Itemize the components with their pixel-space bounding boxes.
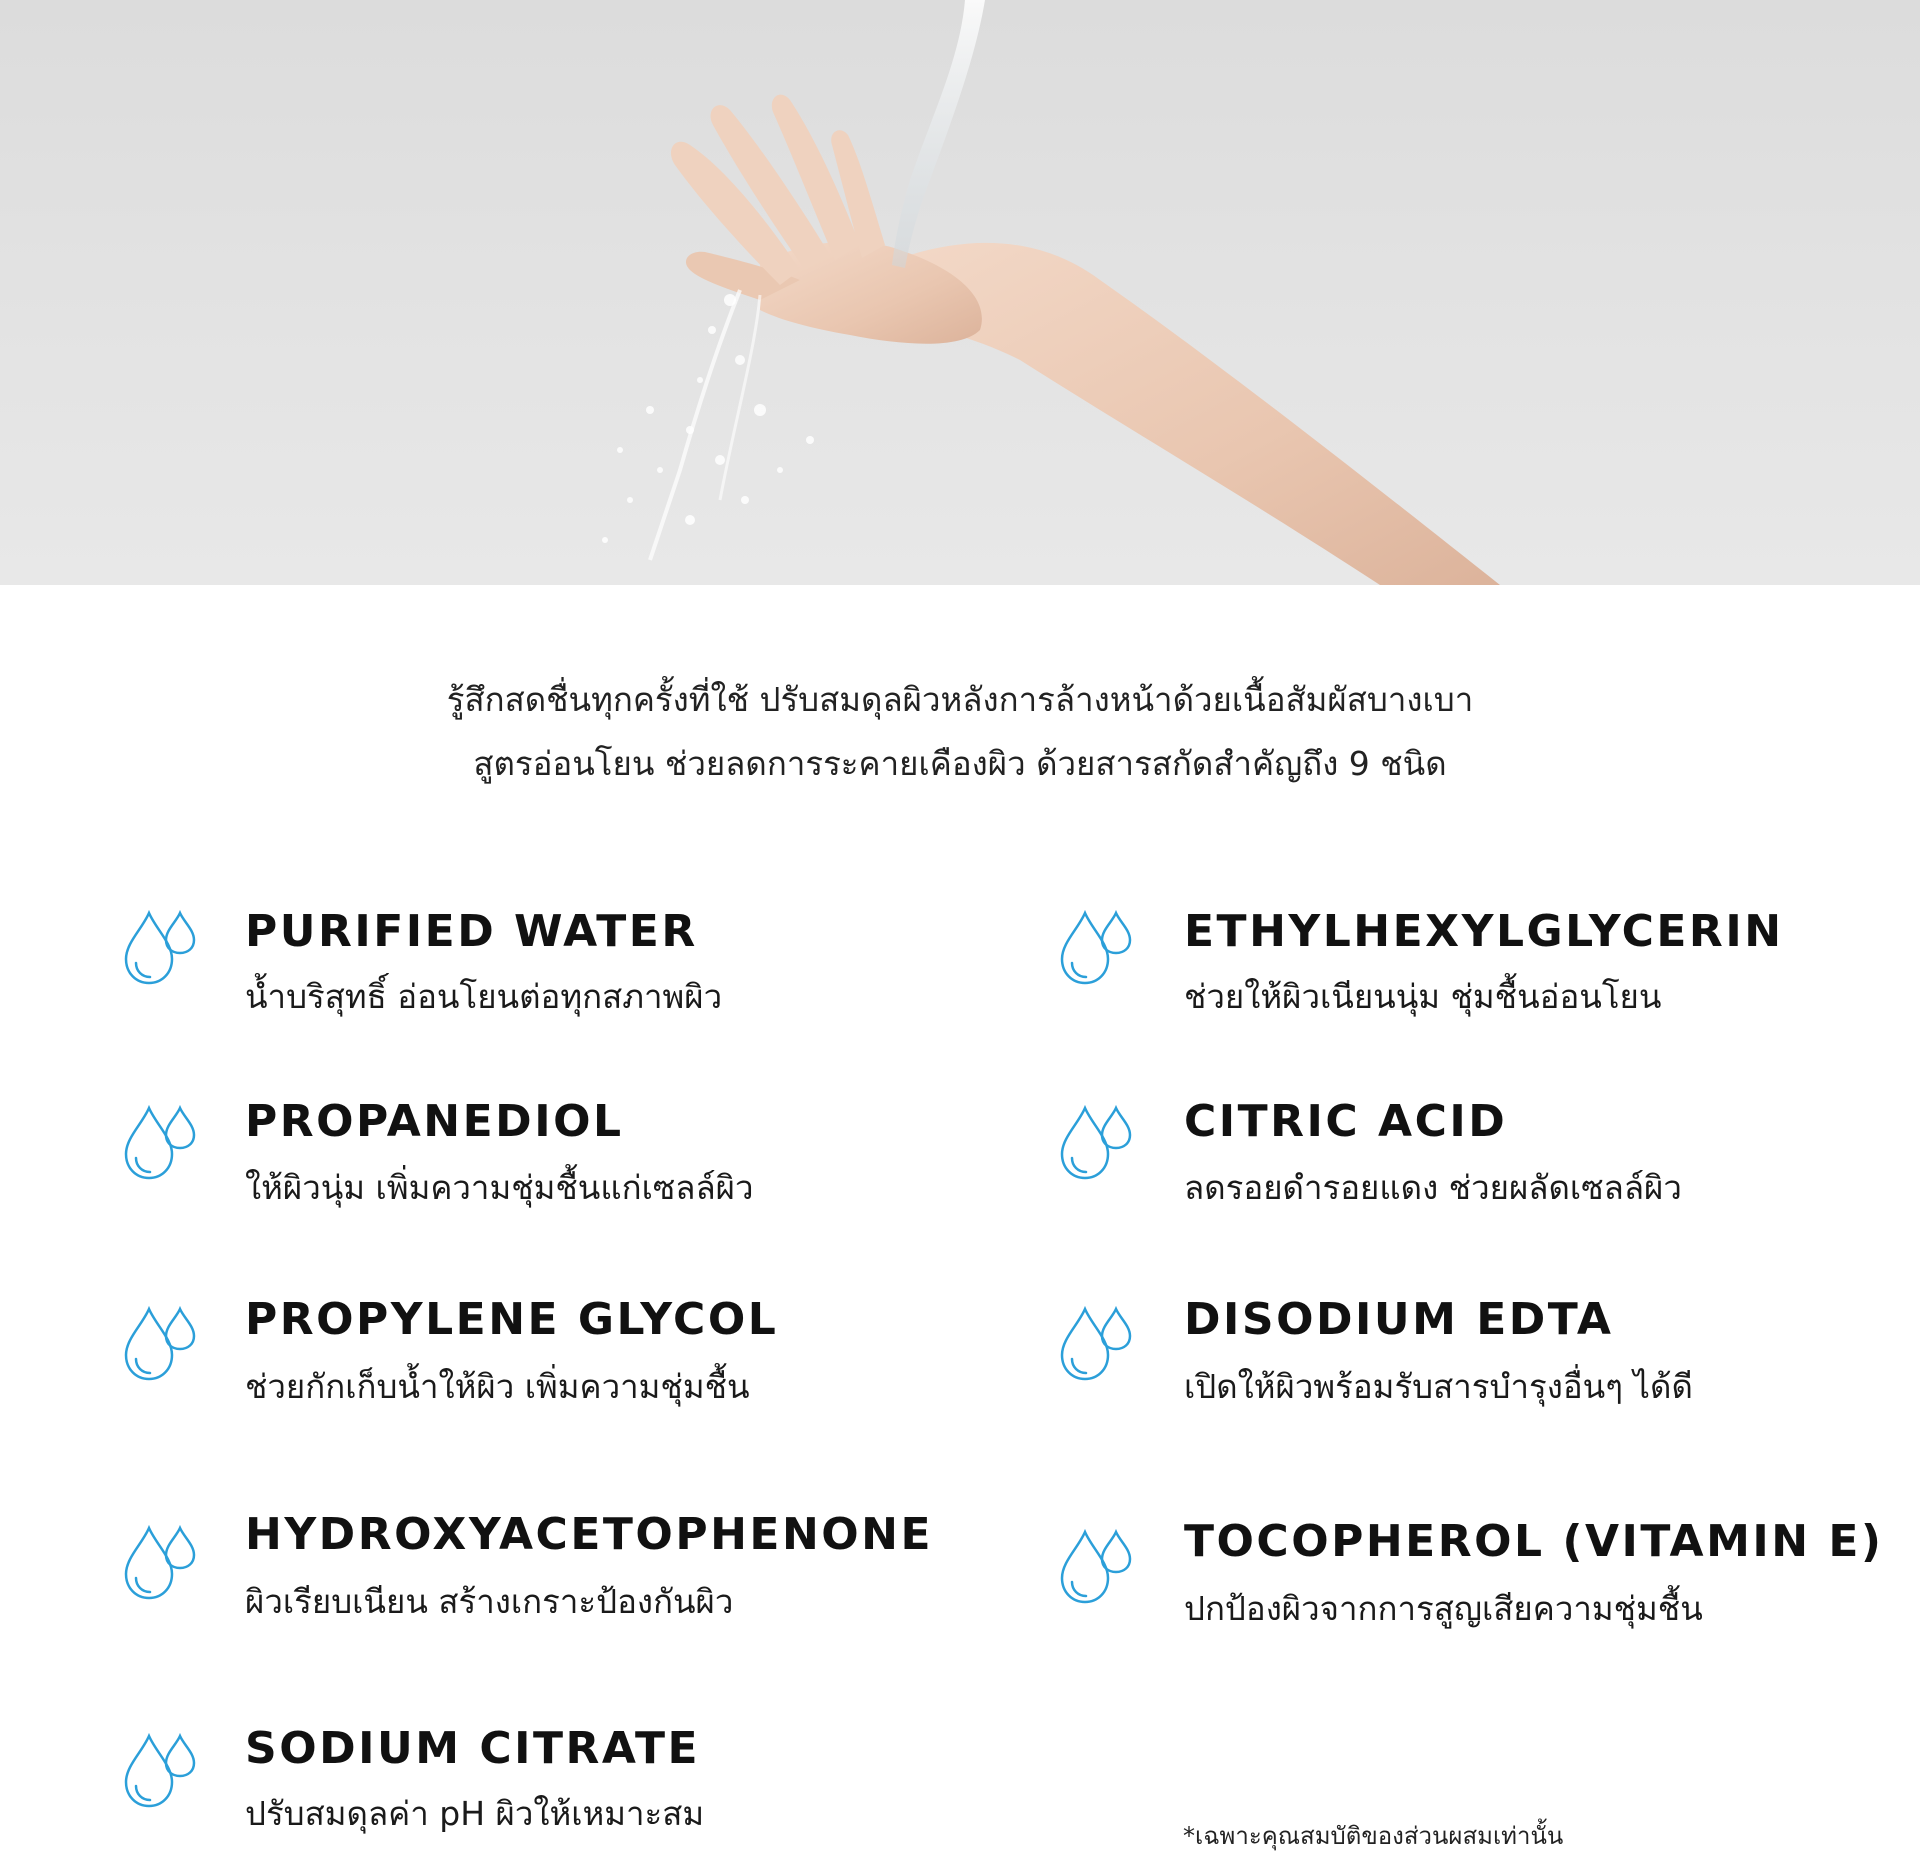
hand-under-water-image — [0, 0, 1920, 585]
water-drops-icon — [122, 1522, 198, 1602]
ingredient-name: ETHYLHEXYLGLYCERIN — [1184, 906, 1784, 957]
water-drops-icon — [1058, 1102, 1134, 1182]
ingredient-description: ช่วยกักเก็บน้ำให้ผิว เพิ่มความชุ่มชื้น — [245, 1367, 750, 1406]
ingredient-description: ผิวเรียบเนียน สร้างเกราะป้องกันผิว — [245, 1582, 734, 1621]
ingredient-description: ลดรอยดำรอยแดง ช่วยผลัดเซลล์ผิว — [1184, 1168, 1682, 1207]
ingredient-name: TOCOPHEROL (VITAMIN E) — [1184, 1516, 1884, 1567]
water-drops-icon — [1058, 907, 1134, 987]
intro-line-2: สูตรอ่อนโยน ช่วยลดการระคายเคืองผิว ด้วยสารสกัดสำคัญถึง 9 ชนิด — [473, 744, 1447, 783]
ingredient-name: PROPANEDIOL — [245, 1096, 624, 1147]
intro-text — [0, 668, 1920, 796]
ingredient-name: HYDROXYACETOPHENONE — [245, 1509, 934, 1560]
ingredient-description: ปรับสมดุลค่า pH ผิวให้เหมาะสม — [245, 1794, 705, 1833]
ingredient-name: DISODIUM EDTA — [1184, 1294, 1614, 1345]
water-drops-icon — [122, 1303, 198, 1383]
water-drops-icon — [1058, 1526, 1134, 1606]
ingredient-name: PROPYLENE GLYCOL — [245, 1294, 779, 1345]
water-drops-icon — [122, 907, 198, 987]
ingredient-description: ปกป้องผิวจากการสูญเสียความชุ่มชื้น — [1184, 1589, 1703, 1628]
ingredient-description: ให้ผิวนุ่ม เพิ่มความชุ่มชื้นแก่เซลล์ผิว — [245, 1168, 754, 1207]
water-drops-icon — [1058, 1303, 1134, 1383]
ingredient-name: PURIFIED WATER — [245, 906, 698, 957]
ingredient-description: ช่วยให้ผิวเนียนนุ่ม ชุ่มชื้นอ่อนโยน — [1184, 977, 1662, 1016]
ingredient-description: เปิดให้ผิวพร้อมรับสารบำรุงอื่นๆ ได้ดี — [1184, 1367, 1693, 1406]
ingredient-name: SODIUM CITRATE — [245, 1723, 701, 1774]
water-drops-icon — [122, 1730, 198, 1810]
ingredient-name: CITRIC ACID — [1184, 1096, 1508, 1147]
footnote: *เฉพาะคุณสมบัติของส่วนผสมเท่านั้น — [1183, 1822, 1564, 1850]
intro-line-1: รู้สึกสดชื่นทุกครั้งที่ใช้ ปรับสมดุลผิวหลังการล้างหน้าด้วยเนื้อสัมผัสบางเบา — [446, 680, 1474, 719]
ingredient-description: น้ำบริสุทธิ์ อ่อนโยนต่อทุกสภาพผิว — [245, 977, 723, 1016]
hero-image — [0, 0, 1920, 585]
water-drops-icon — [122, 1102, 198, 1182]
